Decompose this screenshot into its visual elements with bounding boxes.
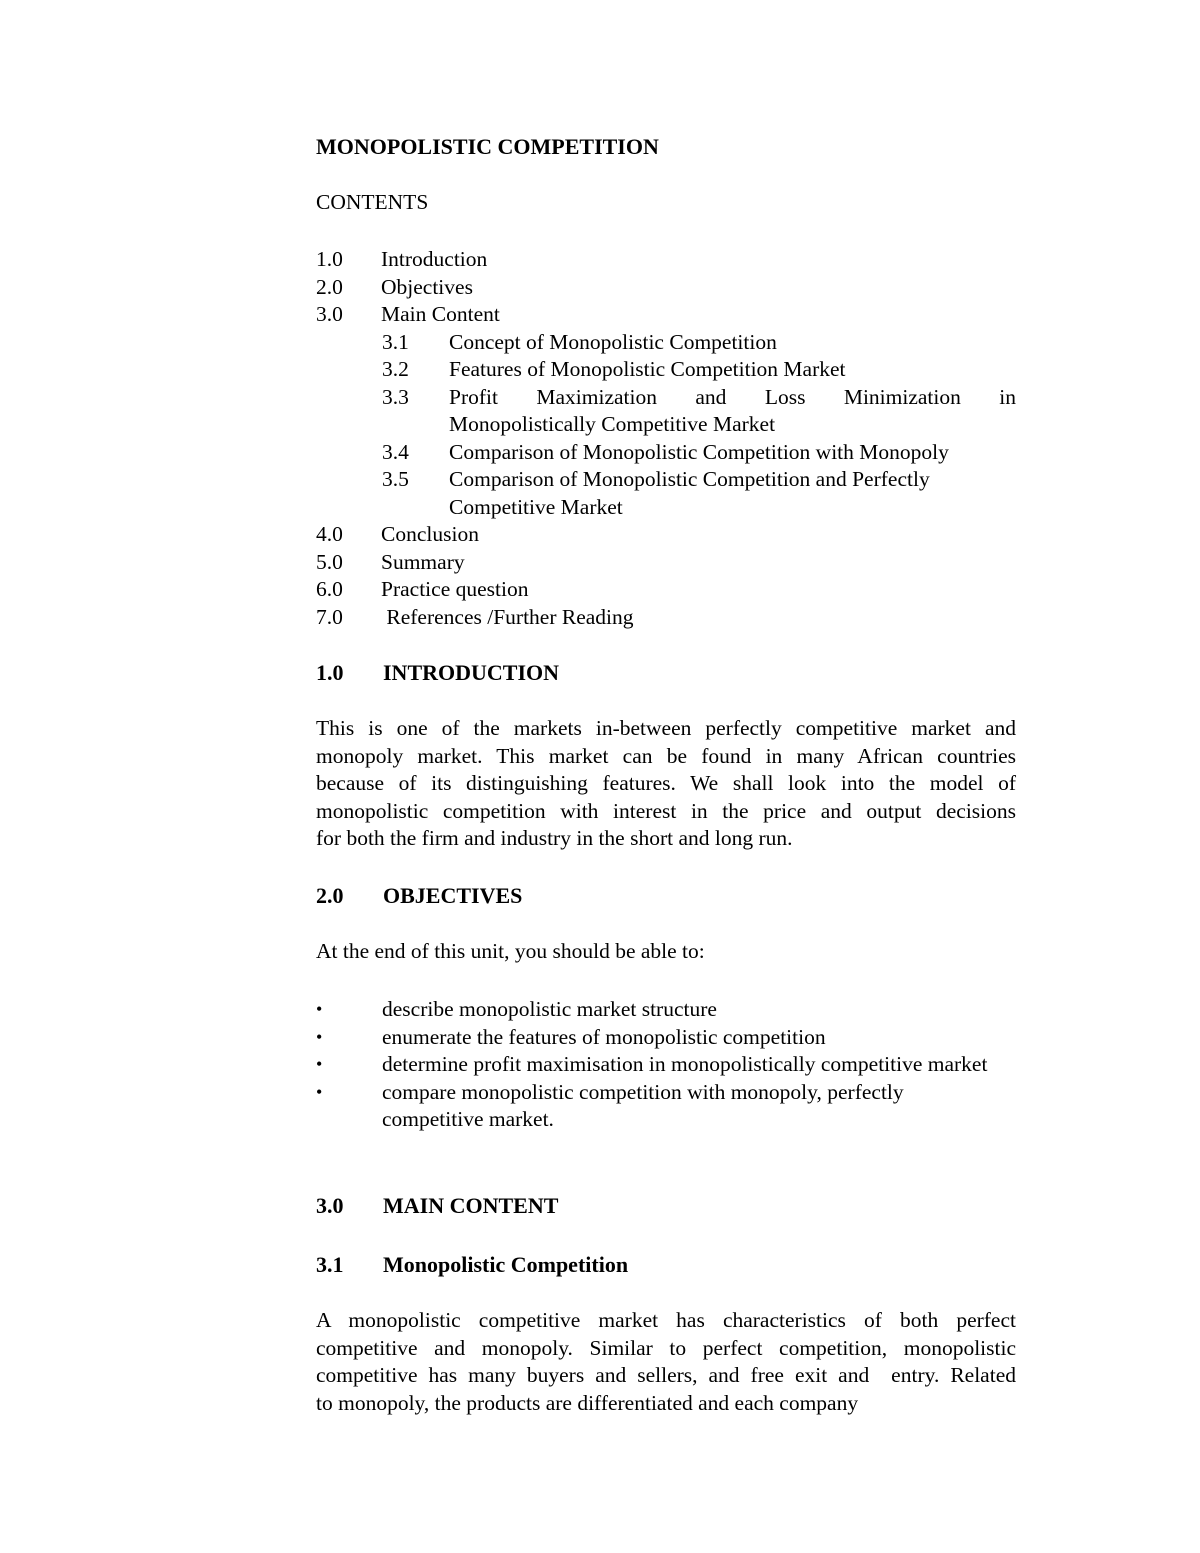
paragraph-line: This is one of the markets in-between perfectly competitive market and [316,716,1016,740]
toc-subitem-number: 3.4 [382,439,409,464]
toc-subitem [316,329,1016,357]
bullet-icon: • [316,1026,323,1047]
toc-item-label: Main Content [381,302,500,326]
paragraph-line: for both the firm and industry in the short and long run. [316,826,793,850]
toc-subitem-number: 3.2 [382,357,409,381]
list-item-text: describe monopolistic market structure [382,997,717,1021]
paragraph-line: because of its distinguishing features. We shall look into the model of [316,771,1016,795]
toc-subitem [316,466,1016,521]
toc-item-label: Introduction [381,247,488,271]
bullet-icon: • [316,1081,323,1102]
section-heading-objectives [316,883,522,909]
subsection-heading-monopolistic-competition [316,1252,628,1278]
toc-item [316,301,1016,329]
toc-item [316,604,1016,632]
toc-subitem-label-wrap [449,384,1016,439]
objectives-list [316,996,1016,1134]
list-item [316,1024,1016,1052]
section-number: 2.0 [316,883,344,908]
toc-subitem-label-line: Profit Maximization and Loss Minimization in [449,384,1016,409]
introduction-paragraph [316,715,1016,853]
toc-subitem-label: Comparison of Monopolistic Competition with Monopoly [449,439,949,464]
document-title: MONOPOLISTIC COMPETITION [316,134,659,159]
section-number: 3.0 [316,1193,344,1218]
section-heading-introduction [316,660,559,686]
section-title: INTRODUCTION [383,660,560,685]
list-item [316,1079,1016,1134]
section-title: MAIN CONTENT [383,1193,559,1218]
subsection-title: Monopolistic Competition [383,1252,629,1277]
list-item-text: determine profit maximisation in monopolistically competitive market [382,1052,988,1076]
section-heading-main-content [316,1193,558,1219]
toc-subitem-label-line: Comparison of Monopolistic Competition and Perfectly [449,467,930,491]
table-of-contents [316,246,1016,631]
bullet-icon: • [316,1054,323,1074]
toc-item-number: 7.0 [316,604,343,629]
toc-item-number: 3.0 [316,302,343,326]
paragraph-line: At the end of this unit, you should be able to: [316,939,705,963]
paragraph-line: monopolistic competition with interest in the price and output decisions [316,798,1016,823]
toc-item-number: 2.0 [316,274,343,299]
toc-item [316,246,1016,274]
toc-subitem [316,384,1016,439]
paragraph-line: competitive has many buyers and sellers, and free exit and entry. Related [316,1363,1016,1387]
main-content-paragraph [316,1307,1016,1417]
toc-subitem-number: 3.5 [382,467,409,491]
toc-subitem-label: Concept of Monopolistic Competition [449,329,777,354]
section-title: OBJECTIVES [383,883,523,908]
toc-subitem [316,439,1016,467]
toc-subitem-label-wrap [449,466,1016,521]
toc-item-number: 1.0 [316,247,343,271]
bullet-icon: • [316,999,323,1019]
contents-heading: CONTENTS [316,190,429,214]
toc-item-label: Objectives [381,274,473,299]
paragraph-line: to monopoly, the products are differentiated and each company [316,1390,859,1415]
toc-item [316,521,1016,549]
toc-item-number: 4.0 [316,522,343,546]
toc-item-label: Summary [381,549,465,574]
toc-subitem-label-line: Competitive Market [449,494,623,519]
toc-item-label: References /Further Reading [381,604,634,629]
toc-item-label: Practice question [381,577,529,601]
list-item-text: enumerate the features of monopolistic competition [382,1024,826,1049]
list-item-text: compare monopolistic competition with monopoly, perfectly competitive market. [382,1079,904,1131]
list-item [316,996,1016,1024]
section-number: 1.0 [316,660,344,685]
subsection-number: 3.1 [316,1252,344,1277]
paragraph-line: monopoly market. This market can be found in many African countries [316,743,1016,768]
toc-item-label: Conclusion [381,522,479,546]
paragraph-line: competitive and monopoly. Similar to perfect competition, monopolistic [316,1335,1016,1360]
toc-subitem-number: 3.3 [382,384,409,409]
paragraph-line: A monopolistic competitive market has characteristics of both perfect [316,1308,1016,1332]
toc-item [316,576,1016,604]
toc-subitem-label-line: Monopolistically Competitive Market [449,412,776,436]
objectives-intro [316,938,1016,966]
toc-item [316,549,1016,577]
toc-item [316,274,1016,302]
toc-subitem-label: Features of Monopolistic Competition Market [449,357,846,381]
list-item [316,1051,1016,1079]
toc-item-number: 6.0 [316,577,343,601]
toc-subitem-number: 3.1 [382,329,409,354]
toc-subitem [316,356,1016,384]
toc-item-number: 5.0 [316,549,343,574]
